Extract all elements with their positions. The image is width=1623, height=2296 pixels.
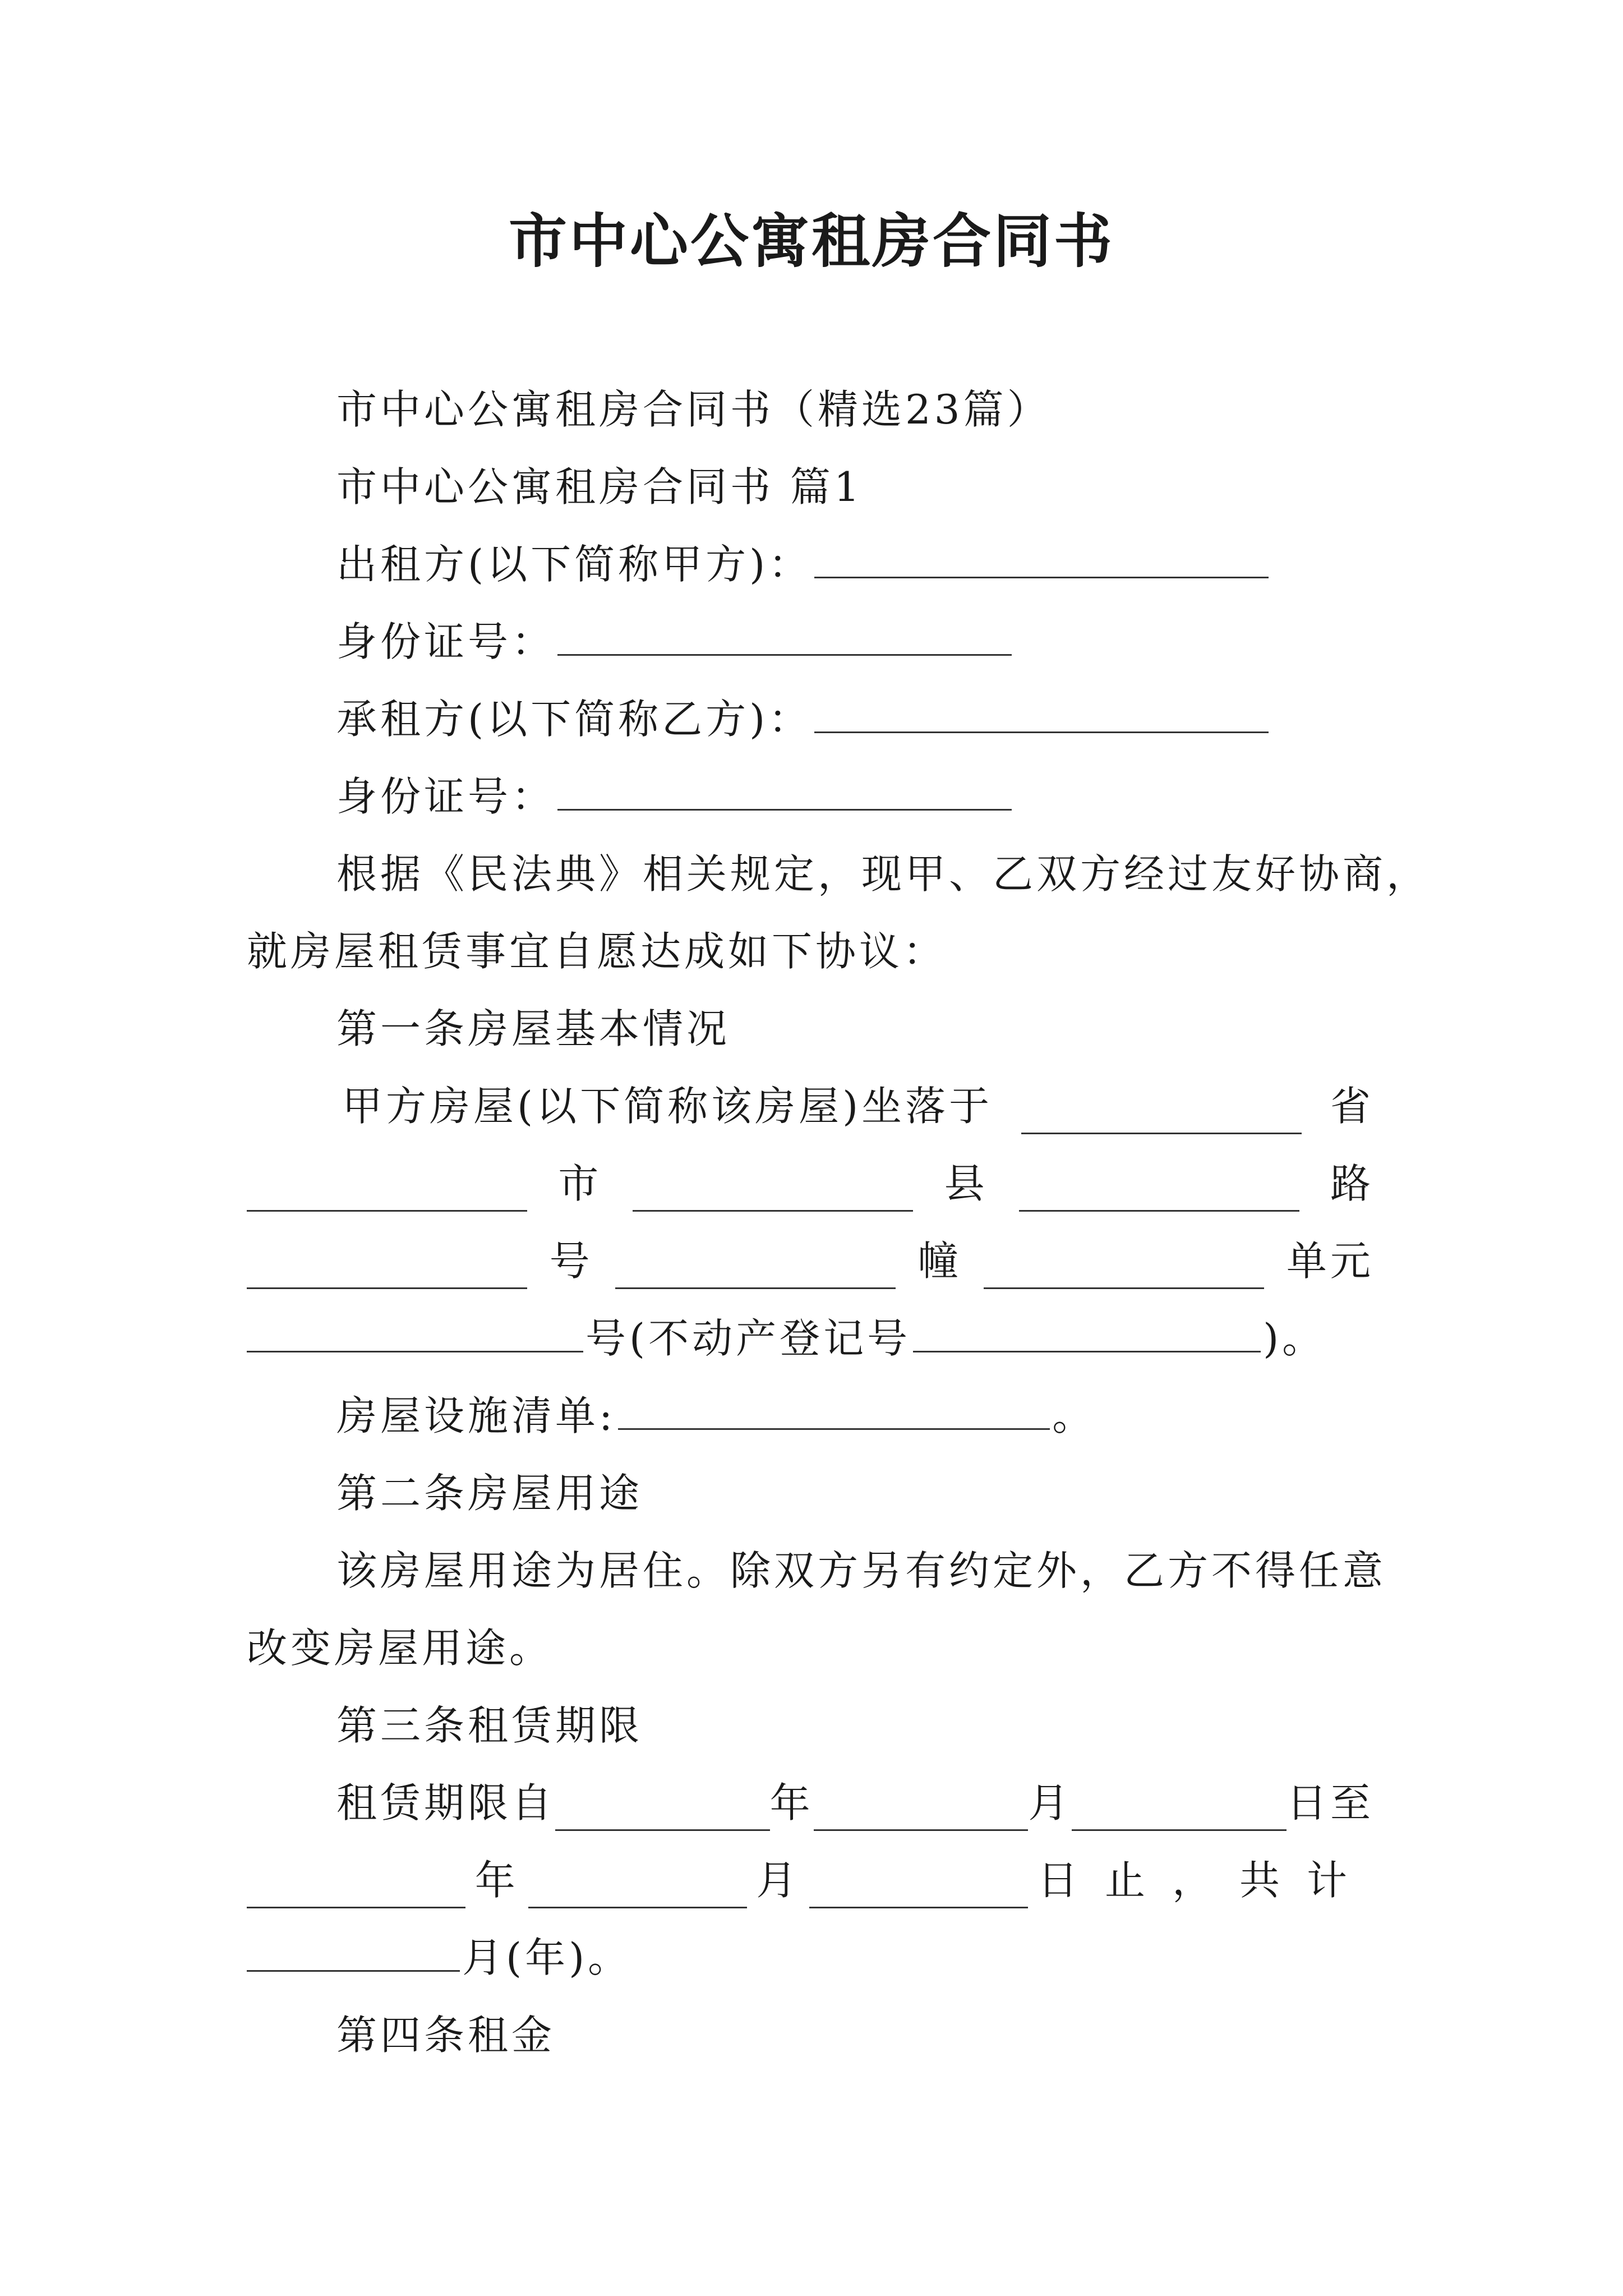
article-1-heading: 第一条房屋基本情况 [336, 1005, 731, 1052]
lessee-id-line [336, 769, 1014, 825]
lessee-id-blank[interactable] [557, 769, 1012, 811]
end-month-blank[interactable] [528, 1866, 747, 1908]
section-heading: 市中心公寓租房合同书 篇1 [336, 463, 863, 510]
term-from: 租赁期限自 [336, 1779, 556, 1826]
end-year-label: 年 [474, 1857, 519, 1904]
lessor-label: 出租方(以下简称甲方)： [336, 541, 813, 588]
unit-label: 单元 [1286, 1237, 1374, 1285]
lessee-label: 承租方(以下简称乙方)： [336, 696, 813, 743]
article-3-heading: 第三条租赁期限 [336, 1702, 643, 1749]
article-2-line-1: 该房屋用途为居住。除双方另有约定外，乙方不得任意 [336, 1547, 1387, 1594]
unit-blank[interactable] [984, 1247, 1264, 1289]
start-day-blank[interactable] [1072, 1789, 1287, 1831]
facilities-line [336, 1388, 1096, 1444]
start-day-label: 日至 [1286, 1779, 1374, 1826]
article-1-line-1 [342, 1078, 1374, 1134]
road-blank[interactable] [1019, 1170, 1299, 1212]
room-end: )。 [1263, 1315, 1326, 1362]
end-month-label: 月 [756, 1857, 800, 1904]
city-label: 市 [558, 1160, 602, 1207]
article-3-line-2 [247, 1852, 1374, 1908]
article-1-line-2 [247, 1156, 1374, 1212]
end-day-label: 日止，共计 [1037, 1857, 1374, 1904]
lessee-blank[interactable] [814, 691, 1269, 733]
city-blank[interactable] [247, 1170, 527, 1212]
county-blank[interactable] [633, 1170, 913, 1212]
end-year-blank[interactable] [247, 1866, 465, 1908]
lessee-line [336, 691, 1271, 747]
building-label: 幢 [917, 1237, 962, 1285]
article-3-line-1 [336, 1775, 1374, 1831]
room-text: 号(不动产登记号 [585, 1315, 911, 1362]
total-term-blank[interactable] [247, 1930, 460, 1972]
start-month-blank[interactable] [814, 1789, 1029, 1831]
article-1-line-4 [247, 1310, 1326, 1366]
article-4-heading: 第四条租金 [336, 2012, 556, 2059]
document-title: 市中心公寓租房合同书 [508, 206, 1114, 275]
facilities-end: 。 [1052, 1392, 1096, 1439]
subtitle: 市中心公寓租房合同书（精选23篇） [336, 386, 1051, 433]
id-label-2: 身份证号： [336, 773, 556, 820]
number-blank[interactable] [247, 1247, 527, 1289]
article-2-line-2: 改变房屋用途。 [247, 1625, 554, 1672]
facilities-label: 房屋设施清单: [336, 1392, 616, 1439]
intro-line-1: 根据《民法典》相关规定，现甲、乙双方经过友好协商， [336, 850, 1431, 898]
end-day-blank[interactable] [809, 1866, 1028, 1908]
id-label-1: 身份证号： [336, 618, 556, 665]
start-month-label: 月 [1028, 1779, 1072, 1826]
article-2-heading: 第二条房屋用途 [336, 1470, 643, 1517]
road-label: 路 [1330, 1160, 1374, 1207]
article-3-line-3 [247, 1930, 631, 1986]
province-label: 省 [1330, 1083, 1374, 1130]
room-blank[interactable] [247, 1310, 583, 1352]
number-label: 号 [549, 1237, 593, 1285]
total-term-label: 月(年)。 [462, 1934, 632, 1981]
facilities-blank[interactable] [618, 1388, 1050, 1430]
lessor-id-blank[interactable] [557, 614, 1012, 656]
start-year-label: 年 [769, 1779, 814, 1826]
building-blank[interactable] [615, 1247, 896, 1289]
lessor-blank[interactable] [814, 536, 1269, 578]
county-label: 县 [944, 1160, 988, 1207]
start-year-blank[interactable] [555, 1789, 770, 1831]
article-1-line-3 [247, 1233, 1374, 1289]
province-blank[interactable] [1021, 1092, 1302, 1134]
location-text: 甲方房屋(以下简称该房屋)坐落于 [342, 1083, 993, 1130]
registration-blank[interactable] [913, 1310, 1261, 1352]
lessor-line [336, 536, 1271, 592]
intro-line-2: 就房屋租赁事宜自愿达成如下协议： [247, 928, 947, 975]
lessor-id-line [336, 614, 1014, 670]
